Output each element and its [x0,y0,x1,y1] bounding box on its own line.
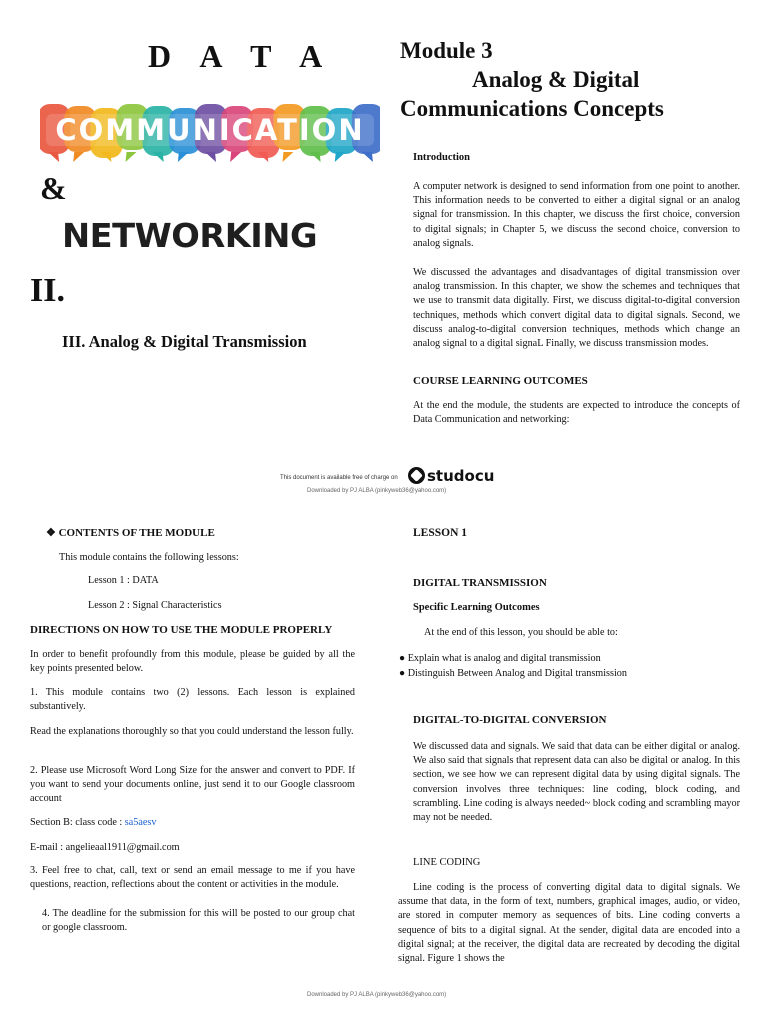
specific-outcomes-heading: Specific Learning Outcomes [413,602,540,613]
direction-item-4: 4. The deadline for the submission for this will be posted to our group chat or google classroom. [42,908,355,934]
outcomes-intro: At the end of this lesson, you should be able to: [424,627,618,638]
roman-numeral: II. [30,272,65,309]
directions-paragraph: In order to benefit profoundly from this module, please be guided by all the key points presented below. [30,649,355,675]
availability-notice: This document is available free of charge on [280,475,398,481]
direction-item-3: 3. Feel free to chat, call, text or send an email message to me if you have questions, reaction, reflections about the content or activities in the module. [30,865,355,891]
ampersand: & [40,170,67,206]
introduction-paragraph-1: A computer network is designed to send information from one point to another. This information needs to be converted to either a digital signal or an analog signal for transmission. In this chapter, we discuss the first choice, conversion to digital signals; in Chapter 5, we discuss the second choice, conversion to analog signals. [413,181,740,249]
introduction-paragraph-2: We discussed the advantages and disadvantages of digital transmission over analog transmission. In this chapter, we show the schemes and techniques that we use to transmit data digitally. First, we discuss digital-to-digital conversion techniques, methods which convert digital data to digital signals. Second, we discuss analog-to-digital conversion techniques, methods which change an analog signal to a digital signaL Finally, we discuss transmission modes. [413,267,740,350]
studocu-brand-text: studocu [427,467,495,485]
contents-intro: This module contains the following lessons: [59,552,239,563]
lesson-2-item: Lesson 2 : Signal Characteristics [88,600,222,611]
course-learning-outcomes-text: At the end the module, the students are expected to introduce the concepts of Data Communication and networking: [413,400,740,426]
download-credit: Downloaded by PJ ALBA (pinkyweb36@yahoo.com) [307,488,447,494]
class-code-line [30,816,355,830]
lesson-1-item: Lesson 1 : DATA [88,575,159,586]
studocu-icon [408,467,425,484]
data-title: D A T A [148,38,334,74]
module-title-line2: Analog & Digital [472,67,640,92]
direction-item-1: 1. This module contains two (2) lessons. Each lesson is explained substantively. [30,687,355,713]
banner-bubble-tail [73,152,84,162]
line-coding-text: Line coding is the process of converting digital data to digital signals. We assume that data, in the form of text, numbers, graphical images, audio, or video, are stored in computer memory as sequences of bits. Line coding converts a sequence of bits to a digital signal. At the sender, digital data are encoded into a digital signal; at the receiver, the digital data are recreated by decoding the digital signal. Figure 1 shows the [398,882,740,965]
banner-bubble-tail [48,152,59,162]
banner-word: COMMUNICATION [55,113,365,147]
digital-transmission-heading: DIGITAL TRANSMISSION [413,577,547,589]
module-title [400,36,730,123]
course-learning-outcomes-heading: COURSE LEARNING OUTCOMES [413,375,588,387]
download-credit-page-2: Downloaded by PJ ALBA (pinkyweb36@yahoo.com) [307,992,447,998]
email-line: E-mail : angelieaal1911@gmail.com [30,842,180,853]
class-code-label: Section B: class code : [30,817,125,828]
studocu-logo[interactable] [408,467,494,485]
contents-heading: ❖ CONTENTS OF THE MODULE [46,527,215,539]
direction-read-note: Read the explanations thoroughly so that you could understand the lesson fully. [30,726,354,737]
communication-banner [40,96,380,166]
directions-heading: DIRECTIONS ON HOW TO USE THE MODULE PROPERLY [30,624,333,636]
banner-bubble-tail [126,152,137,162]
line-coding-heading: LINE CODING [413,857,481,868]
introduction-heading: Introduction [413,152,470,163]
outcome-bullet-2: ● Distinguish Between Analog and Digital transmission [399,668,627,679]
banner-bubble-tail [282,152,293,162]
banner-bubble-tail [230,152,241,162]
module-title-line3: Communications Concepts [400,96,664,121]
line-coding-paragraph [398,881,740,966]
networking-logo-text: NETWORKING [62,216,318,255]
outcome-bullet-1: ● Explain what is analog and digital transmission [399,653,601,664]
section-subtitle: III. Analog & Digital Transmission [62,332,307,351]
direction-item-2: 2. Please use Microsoft Word Long Size for the answer and convert to PDF. If you want to send your documents online, just send it to our Google classroom account [30,765,355,805]
digital-to-digital-paragraph: We discussed data and signals. We said that data can be either digital or analog. We also said that signals that represent data can also be digital or analog. In this section, we see how we can represent digital data by using digital signals. The conversion involves three techniques: line coding, block coding, and scrambling. Line coding is always needed~ block coding and scrambling mayor may not be needed. [413,741,740,824]
class-code-link[interactable]: sa5aesv [124,817,157,828]
module-number: Module 3 [400,38,493,63]
digital-to-digital-heading: DIGITAL-TO-DIGITAL CONVERSION [413,714,607,726]
lesson-1-heading: LESSON 1 [413,527,468,539]
